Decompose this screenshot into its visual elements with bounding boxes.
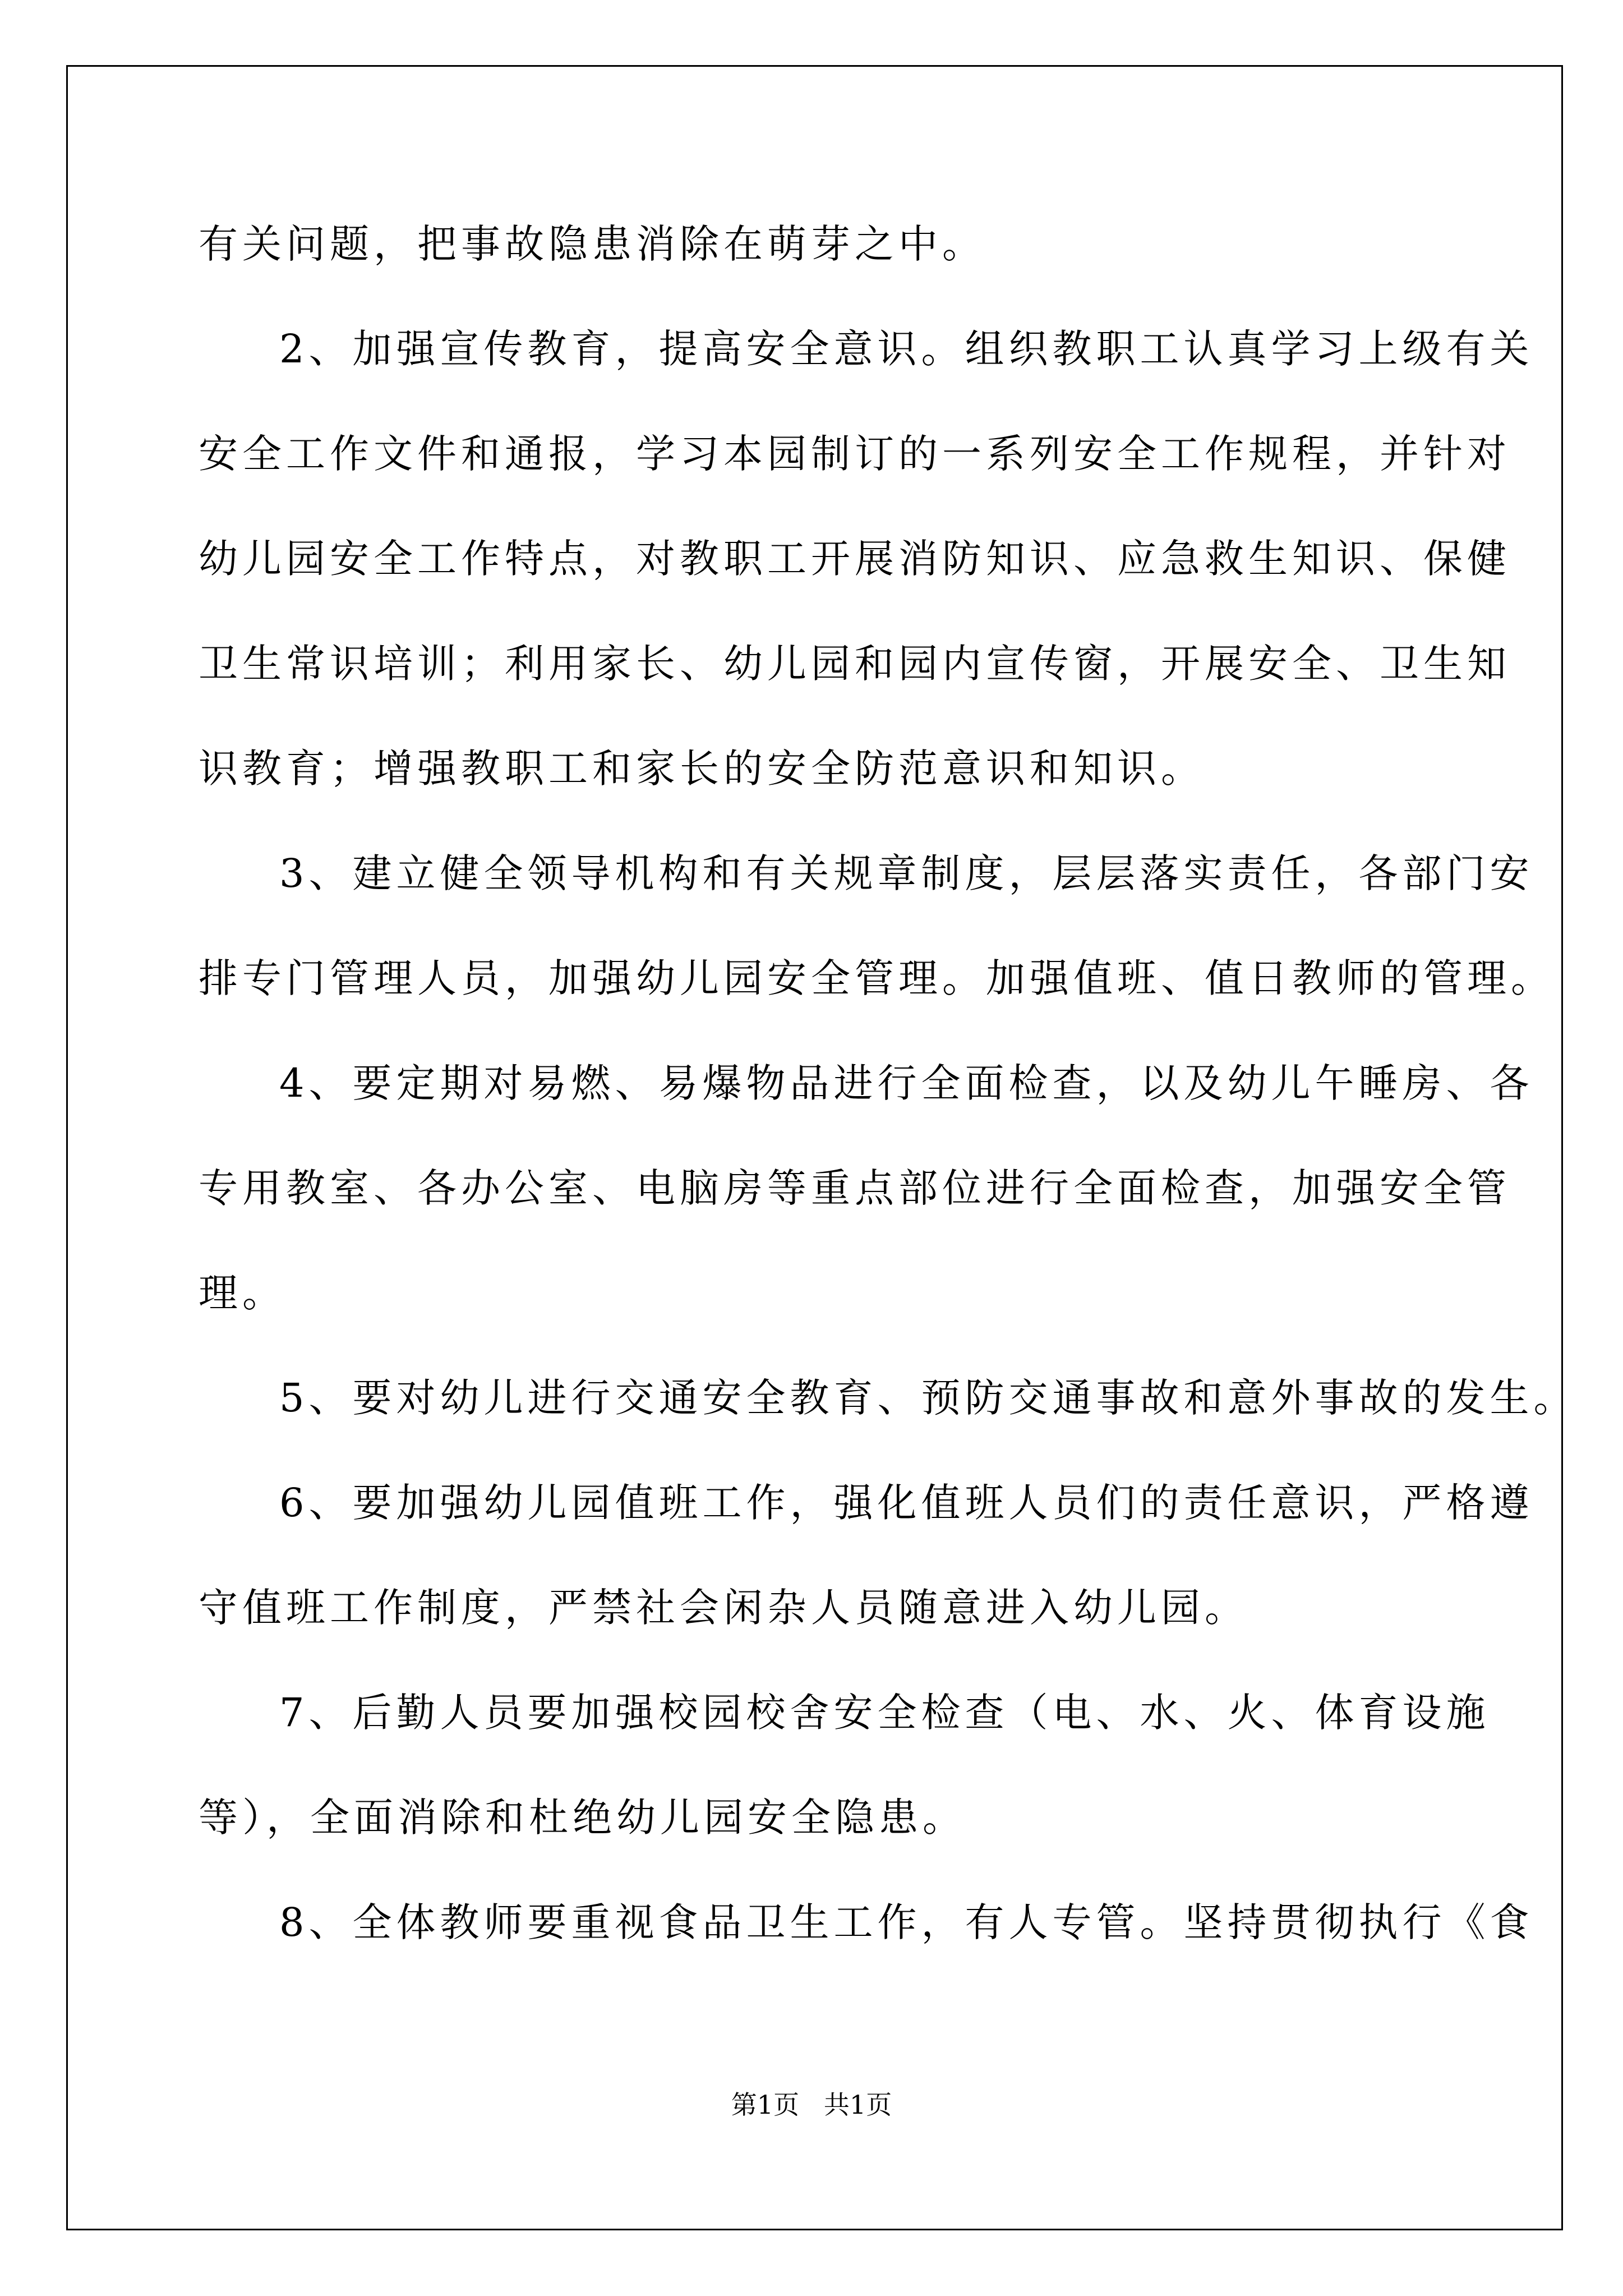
page-footer: 第1页 共1页 xyxy=(731,2090,892,2120)
text-line: 排专门管理人员，加强幼儿园安全管理。加强值班、值日教师的管理。 xyxy=(199,955,1555,1001)
paragraph-2-line: 2、加强宣传教育，提高安全意识。组织教职工认真学习上级有关 xyxy=(279,326,1534,372)
text-line: 幼儿园安全工作特点，对教职工开展消防知识、应急救生知识、保健 xyxy=(199,536,1511,582)
paragraph-7-line: 7、后勤人员要加强校园校舍安全检查（电、水、火、体育设施 xyxy=(279,1690,1490,1736)
text-line: 守值班工作制度，严禁社会闲杂人员随意进入幼儿园。 xyxy=(199,1585,1248,1631)
text-line: 等），全面消除和杜绝幼儿园安全隐患。 xyxy=(199,1795,966,1841)
text-line: 卫生常识培训；利用家长、幼儿园和园内宣传窗，开展安全、卫生知 xyxy=(199,641,1511,687)
text-line: 理。 xyxy=(199,1270,286,1316)
text-line: 有关问题，把事故隐患消除在萌芽之中。 xyxy=(199,221,986,267)
paragraph-3-line: 3、建立健全领导机构和有关规章制度，层层落实责任，各部门安 xyxy=(279,850,1534,896)
paragraph-8-line: 8、全体教师要重视食品卫生工作，有人专管。坚持贯彻执行《食 xyxy=(279,1899,1534,1945)
paragraph-6-line: 6、要加强幼儿园值班工作，强化值班人员们的责任意识，严格遵 xyxy=(279,1480,1534,1526)
text-line: 专用教室、各办公室、电脑房等重点部位进行全面检查，加强安全管 xyxy=(199,1165,1511,1211)
text-line: 安全工作文件和通报，学习本园制订的一系列安全工作规程，并针对 xyxy=(199,431,1511,477)
paragraph-4-line: 4、要定期对易燃、易爆物品进行全面检查，以及幼儿午睡房、各 xyxy=(279,1060,1534,1106)
paragraph-5-line: 5、要对幼儿进行交通安全教育、预防交通事故和意外事故的发生。 xyxy=(279,1375,1578,1421)
text-line: 识教育；增强教职工和家长的安全防范意识和知识。 xyxy=(199,746,1205,792)
